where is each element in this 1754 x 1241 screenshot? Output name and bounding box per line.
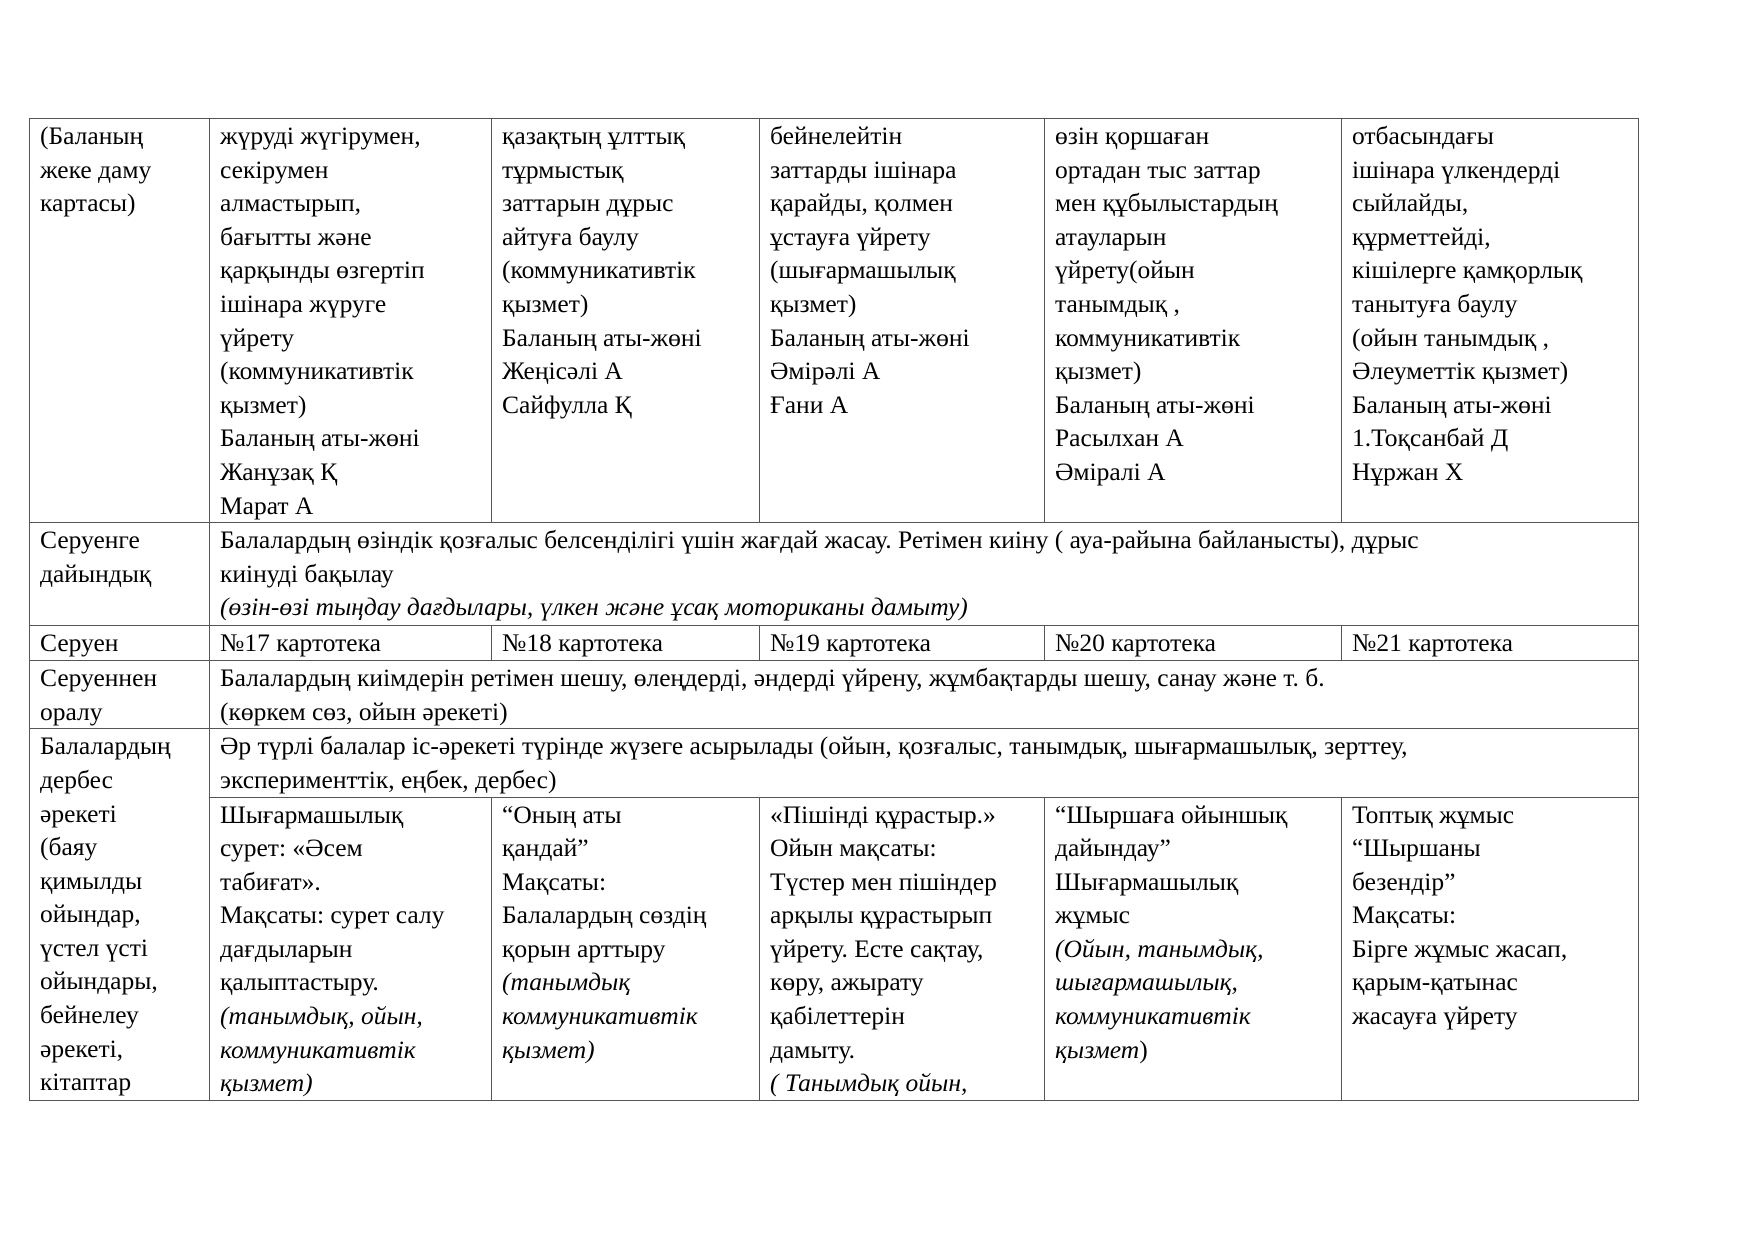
text-line: (Баланың: [40, 121, 144, 150]
text-line: [220, 898, 481, 932]
text-fragment: сурет: «Әсем: [220, 833, 363, 863]
text-fragment: ішінара жүруге: [220, 288, 387, 318]
text-fragment: ( Танымдық ойын,: [770, 1068, 968, 1098]
text-fragment: қарайды, қолмен: [770, 188, 953, 218]
text-line: [1352, 865, 1628, 899]
text-fragment: алмастырып,: [220, 188, 362, 218]
text-line: [220, 798, 481, 832]
text-fragment: коммуникативтік: [1055, 1001, 1251, 1031]
text-fragment: коммуникативтік: [502, 1001, 698, 1031]
text-line: [770, 220, 1034, 254]
text-line: кітаптар: [40, 1067, 132, 1097]
text-fragment: “Шыршаны: [1352, 833, 1481, 863]
text-line: [1055, 186, 1331, 220]
text-line: [1352, 999, 1628, 1033]
text-line: [220, 186, 481, 220]
text-fragment: (өзін-өзі тыңдау дағдылары, үлкен және ұсақ моториканы дамыту): [220, 592, 968, 622]
text-line: [502, 119, 749, 153]
text-fragment: қандай”: [502, 833, 589, 863]
text-line: [1055, 999, 1331, 1033]
text-fragment: коммуникативтік: [1055, 322, 1241, 352]
text-fragment: ортадан тыс заттар: [1055, 154, 1261, 184]
activity-game-3: [760, 797, 1045, 1100]
text-line: [502, 798, 749, 832]
text-line: [1055, 321, 1331, 355]
activity-game-1: [210, 797, 492, 1100]
cell-individual-4: [1045, 119, 1342, 523]
text-fragment: Бірге жұмыс жасап,: [1352, 933, 1568, 963]
text-line: [1352, 798, 1628, 832]
row-return-from-walk: [30, 661, 1639, 729]
text-line: [770, 865, 1034, 899]
text-fragment: “Оның аты: [502, 799, 622, 829]
text-line: жеке даму: [40, 154, 152, 184]
plan-table: [29, 118, 1639, 1101]
text-fragment: Шығармашылық: [1055, 866, 1239, 896]
row-walk: [30, 626, 1639, 661]
text-line: [220, 287, 481, 321]
text-fragment: қызмет): [502, 288, 589, 318]
text-line: [1055, 220, 1331, 254]
text-fragment: (шығармашылық: [770, 255, 956, 285]
text-fragment: қызмет): [220, 1068, 313, 1098]
text-line: [770, 388, 1034, 422]
text-fragment: танытуға баулу: [1352, 288, 1518, 318]
text-fragment: құрметтейді,: [1352, 221, 1491, 251]
text-line: үстел үсті: [40, 932, 148, 962]
text-fragment: үйрету. Есте сақтау,: [770, 933, 984, 963]
text-line: [502, 153, 749, 187]
text-fragment: Әмірәлі А: [770, 356, 881, 386]
text-fragment: ): [1139, 1034, 1148, 1064]
text-line: [770, 186, 1034, 220]
text-fragment: коммуникативтік: [220, 1034, 416, 1064]
activity-game-5: [1342, 797, 1639, 1100]
text-line: [1055, 965, 1331, 999]
walk-card-5: №21 картотека: [1342, 626, 1639, 661]
text-line: [770, 798, 1034, 832]
text-line: [502, 354, 749, 388]
text-fragment: қызмет): [770, 288, 857, 318]
text-fragment: Балалардың өзіндік қозғалыс белсенділігі үшін жағдай жасау. Ретімен киіну ( ауа-райына байланысты), дұрыс: [220, 525, 1419, 555]
text-fragment: сыйлайды,: [1352, 188, 1469, 218]
text-fragment: Шығармашылық: [220, 799, 404, 829]
text-line: [1352, 186, 1628, 220]
row-individual-development: [30, 119, 1639, 523]
text-line: [220, 455, 481, 489]
text-line: [220, 253, 481, 287]
text-fragment: табиғат».: [220, 866, 321, 896]
text-fragment: өзін қоршаған: [1055, 121, 1210, 150]
text-line: (баяу: [40, 832, 98, 862]
text-line: оралу: [40, 696, 103, 726]
text-line: [770, 1033, 1034, 1067]
text-fragment: Жанұзақ Қ: [220, 456, 338, 486]
text-line: ойындары,: [40, 966, 158, 996]
text-fragment: ішінара үлкендерді: [1352, 154, 1561, 184]
text-fragment: (танымдық: [502, 967, 631, 997]
text-fragment: мен құбылыстардың: [1055, 188, 1278, 218]
text-fragment: Әр түрлі балалар іс-әрекеті түрінде жүзеге асырылады (ойын, қозғалыс, танымдық, шығармашылық, зерттеу,: [220, 731, 1408, 761]
text-fragment: жасауға үйрету: [1352, 1001, 1518, 1031]
text-fragment: атауларын: [1055, 221, 1167, 251]
text-fragment: қалыптастыру.: [220, 967, 379, 997]
text-line: [770, 321, 1034, 355]
text-fragment: дағдыларын: [220, 933, 353, 963]
text-fragment: Ғани А: [770, 389, 849, 419]
text-fragment: ұстауға үйрету: [770, 221, 931, 251]
text-line: [220, 388, 481, 422]
text-line: [220, 354, 481, 388]
activity-game-2: [492, 797, 760, 1100]
text-line: [220, 763, 1628, 797]
text-line: [1352, 287, 1628, 321]
text-line: [502, 965, 749, 999]
text-fragment: қазақтың ұлттық: [502, 121, 686, 150]
text-fragment: дамыту.: [770, 1034, 855, 1064]
text-fragment: «Пішінді құрастыр.»: [770, 799, 996, 829]
text-line: [502, 287, 749, 321]
text-line: [1055, 153, 1331, 187]
text-line: [502, 831, 749, 865]
text-line: [502, 186, 749, 220]
text-fragment: көру, ажырату: [770, 967, 924, 997]
text-line: Серуеннен: [40, 663, 158, 693]
walk-card-1: №17 картотека: [210, 626, 492, 661]
text-fragment: қарқынды өзгертіп: [220, 255, 425, 285]
text-fragment: бағытты және: [220, 221, 372, 251]
text-line: [220, 965, 481, 999]
text-line: [220, 999, 481, 1033]
text-fragment: Мақсаты:: [502, 866, 607, 896]
text-line: [502, 1033, 749, 1067]
text-line: [220, 865, 481, 899]
text-line: [1055, 421, 1331, 455]
text-fragment: Баланың аты-жөні: [1352, 389, 1552, 419]
prep-description: [210, 523, 1639, 626]
text-fragment: жұмыс: [1055, 900, 1130, 930]
walk-card-3: №19 картотека: [760, 626, 1045, 661]
text-line: [770, 965, 1034, 999]
text-line: [220, 661, 1628, 695]
text-fragment: Топтық жұмыс: [1352, 799, 1515, 829]
text-line: бейнелеу: [40, 1000, 139, 1030]
row-label: [30, 661, 210, 729]
text-line: [220, 523, 1628, 557]
text-line: [220, 153, 481, 187]
text-fragment: секірумен: [220, 154, 329, 184]
text-line: [220, 321, 481, 355]
text-line: [1352, 388, 1628, 422]
text-fragment: Мақсаты: сурет салу: [220, 900, 445, 930]
text-line: қимылды: [40, 865, 143, 895]
text-line: дербес: [40, 764, 113, 794]
text-line: [1352, 119, 1628, 153]
row-label: [30, 729, 210, 1101]
activity-intro: [210, 729, 1639, 797]
text-line: Серуенге: [40, 525, 140, 555]
text-line: [1352, 153, 1628, 187]
text-line: дайындық: [40, 558, 152, 588]
text-fragment: қызмет): [1055, 356, 1142, 386]
walk-card-2: №18 картотека: [492, 626, 760, 661]
text-fragment: “Шыршаға ойыншық: [1055, 799, 1288, 829]
text-line: әрекеті,: [40, 1033, 124, 1063]
text-line: [770, 253, 1034, 287]
text-line: [220, 590, 1628, 624]
text-fragment: Балалардың киімдерін ретімен шешу, өлеңдерді, әндерді үйрену, жұмбақтарды шешу, санау және т. б.: [220, 663, 1325, 693]
text-fragment: Баланың аты-жөні: [770, 322, 970, 352]
text-line: [220, 489, 481, 523]
text-fragment: Нұржан Х: [1352, 456, 1464, 486]
text-line: [770, 354, 1034, 388]
text-fragment: шығармашылық,: [1055, 967, 1238, 997]
text-line: [1055, 119, 1331, 153]
text-line: [1352, 354, 1628, 388]
text-line: [502, 865, 749, 899]
text-fragment: эксперименттік, еңбек, дербес): [220, 764, 557, 794]
text-line: [220, 695, 1628, 729]
text-fragment: қызмет: [1055, 1034, 1140, 1064]
text-fragment: (ойын танымдық ,: [1352, 322, 1549, 352]
text-fragment: (коммуникативтік: [220, 356, 414, 386]
text-line: [770, 287, 1034, 321]
text-fragment: Сайфулла Қ: [502, 389, 632, 419]
text-fragment: кішілерге қамқорлық: [1352, 255, 1583, 285]
text-line: Серуен: [40, 628, 119, 658]
text-fragment: (танымдық, ойын,: [220, 1001, 423, 1031]
text-fragment: Баланың аты-жөні: [220, 423, 420, 453]
text-fragment: арқылы құрастырып: [770, 900, 993, 930]
row-label: [30, 119, 210, 523]
text-line: [502, 321, 749, 355]
text-line: [1055, 1033, 1331, 1067]
text-line: [220, 831, 481, 865]
text-line: [220, 421, 481, 455]
text-line: [502, 220, 749, 254]
text-fragment: киінуді бақылау: [220, 558, 394, 588]
text-fragment: танымдық ,: [1055, 288, 1180, 318]
text-line: [770, 831, 1034, 865]
text-fragment: бейнелейтін: [770, 121, 903, 150]
text-line: [1352, 253, 1628, 287]
row-label: [30, 523, 210, 626]
text-line: [1352, 898, 1628, 932]
text-fragment: заттарды ішінара: [770, 154, 957, 184]
text-fragment: қорын арттыру: [502, 933, 666, 963]
text-fragment: Әміралі А: [1055, 456, 1166, 486]
text-fragment: үйрету(ойын: [1055, 255, 1195, 285]
text-line: [1352, 455, 1628, 489]
text-line: [220, 220, 481, 254]
text-line: [1055, 455, 1331, 489]
walk-card-4: №20 картотека: [1045, 626, 1342, 661]
text-fragment: Жеңісәлі А: [502, 356, 623, 386]
text-line: [1055, 798, 1331, 832]
text-line: Балалардың: [40, 731, 171, 761]
text-line: [1055, 253, 1331, 287]
text-line: [770, 898, 1034, 932]
text-line: [220, 557, 1628, 591]
text-line: [502, 388, 749, 422]
text-line: [770, 1066, 1034, 1100]
row-walk-preparation: [30, 523, 1639, 626]
text-fragment: безендір”: [1352, 866, 1456, 896]
row-label: [30, 626, 210, 661]
text-line: [1055, 354, 1331, 388]
text-line: [502, 932, 749, 966]
text-line: [770, 153, 1034, 187]
text-line: әрекеті: [40, 798, 117, 828]
text-fragment: Марат А: [220, 490, 314, 520]
text-line: [1352, 220, 1628, 254]
text-line: [220, 729, 1628, 763]
text-line: [1055, 388, 1331, 422]
text-fragment: (Ойын, танымдық,: [1055, 933, 1264, 963]
text-fragment: Расылхан А: [1055, 423, 1184, 453]
text-line: [220, 1033, 481, 1067]
text-line: [1055, 287, 1331, 321]
text-line: картасы): [40, 188, 136, 218]
text-line: [220, 119, 481, 153]
text-line: [1055, 865, 1331, 899]
text-fragment: қызмет): [502, 1034, 595, 1064]
cell-individual-5: [1342, 119, 1639, 523]
text-fragment: Әлеуметтік қызмет): [1352, 356, 1569, 386]
row-independent-activity-intro: [30, 729, 1639, 797]
cell-individual-2: [492, 119, 760, 523]
text-line: [502, 898, 749, 932]
text-line: [770, 932, 1034, 966]
text-line: [220, 1066, 481, 1100]
text-fragment: қарым-қатынас: [1352, 967, 1518, 997]
text-fragment: қызмет): [220, 389, 307, 419]
text-fragment: қабілеттерін: [770, 1001, 905, 1031]
text-line: [1055, 898, 1331, 932]
text-fragment: 1.Тоқсанбай Д: [1352, 423, 1509, 453]
text-line: [502, 253, 749, 287]
text-line: [770, 119, 1034, 153]
text-fragment: дайындау”: [1055, 833, 1171, 863]
text-line: [1352, 932, 1628, 966]
text-line: [1055, 932, 1331, 966]
text-fragment: тұрмыстық: [502, 154, 624, 184]
text-line: ойындар,: [40, 899, 141, 929]
cell-individual-3: [760, 119, 1045, 523]
text-line: [220, 932, 481, 966]
cell-individual-1: [210, 119, 492, 523]
text-fragment: Баланың аты-жөні: [1055, 389, 1255, 419]
text-fragment: отбасындағы: [1352, 121, 1494, 150]
text-line: [770, 999, 1034, 1033]
text-line: [1055, 831, 1331, 865]
return-description: [210, 661, 1639, 729]
text-fragment: айтуға баулу: [502, 221, 639, 251]
text-line: [1352, 421, 1628, 455]
text-line: [1352, 321, 1628, 355]
text-fragment: Түстер мен пішіндер: [770, 866, 997, 896]
text-line: [1352, 831, 1628, 865]
text-fragment: заттарын дұрыс: [502, 188, 674, 218]
activity-game-4: [1045, 797, 1342, 1100]
text-fragment: үйрету: [220, 322, 295, 352]
text-line: [502, 999, 749, 1033]
row-independent-activity-games: [30, 797, 1639, 1100]
text-fragment: жүруді жүгірумен,: [220, 121, 421, 150]
text-fragment: Балалардың сөздің: [502, 900, 707, 930]
text-fragment: Мақсаты:: [1352, 900, 1457, 930]
text-fragment: Баланың аты-жөні: [502, 322, 702, 352]
text-fragment: (коммуникативтік: [502, 255, 696, 285]
text-line: [1352, 965, 1628, 999]
text-fragment: (көркем сөз, ойын әрекеті): [220, 696, 508, 726]
text-fragment: Ойын мақсаты:: [770, 833, 937, 863]
